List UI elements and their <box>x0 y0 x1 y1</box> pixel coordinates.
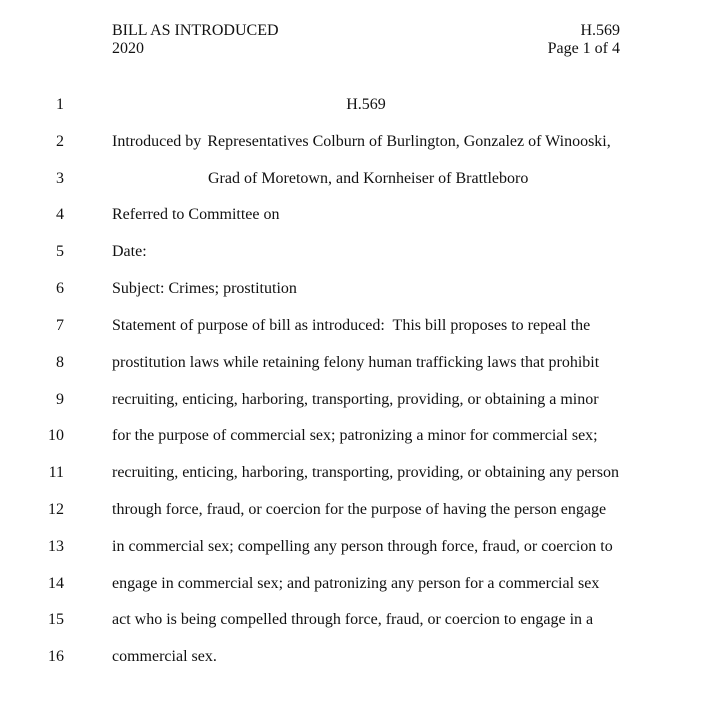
subject-line: Subject: Crimes; prostitution <box>112 280 297 297</box>
line-number: 10 <box>48 427 64 444</box>
document-line <box>0 241 722 263</box>
bill-number: H.569 <box>580 22 620 39</box>
statement-text: Statement of purpose of bill as introduced: This bill proposes to repeal the <box>112 317 591 334</box>
document-line <box>0 168 722 190</box>
statement-text: engage in commercial sex; and patronizing any person for a commercial sex <box>112 575 600 592</box>
line-number: 15 <box>48 611 64 628</box>
line-number: 9 <box>56 391 64 408</box>
document-line <box>0 131 722 153</box>
document-line <box>0 278 722 300</box>
document-line <box>0 646 722 668</box>
line-number: 5 <box>56 243 64 260</box>
line-number: 7 <box>56 317 64 334</box>
document-line <box>0 204 722 226</box>
document-line <box>0 609 722 631</box>
bill-title: H.569 <box>346 96 386 113</box>
statement-text: commercial sex. <box>112 648 217 665</box>
line-number: 8 <box>56 354 64 371</box>
document-line <box>0 352 722 374</box>
document-line <box>0 462 722 484</box>
statement-text: for the purpose of commercial sex; patronizing a minor for commercial sex; <box>112 427 598 444</box>
bill-status: BILL AS INTRODUCED <box>112 22 279 39</box>
line-number: 6 <box>56 280 64 297</box>
statement-text: act who is being compelled through force, fraud, or coercion to engage in a <box>112 611 594 628</box>
document-line <box>0 573 722 595</box>
document-line <box>0 536 722 558</box>
line-number: 1 <box>56 96 64 113</box>
date-line: Date: <box>112 243 147 260</box>
statement-text: prostitution laws while retaining felony human trafficking laws that prohibit <box>112 354 600 371</box>
document-line <box>0 94 722 116</box>
statement-text: through force, fraud, or coercion for the purpose of having the person engage <box>112 501 607 518</box>
introduced-by-label: Introduced by <box>112 133 202 150</box>
sponsors-line <box>112 131 611 153</box>
line-number: 14 <box>48 575 64 592</box>
line-number: 3 <box>56 170 64 187</box>
document-line <box>0 315 722 337</box>
sponsors-continued: Grad of Moretown, and Kornheiser of Brattleboro <box>208 170 529 187</box>
bill-year: 2020 <box>112 40 144 57</box>
statement-text: recruiting, enticing, harboring, transporting, providing, or obtaining any person <box>112 464 619 481</box>
statement-text: in commercial sex; compelling any person through force, fraud, or coercion to <box>112 538 613 555</box>
header-right <box>548 22 620 58</box>
document-line <box>0 425 722 447</box>
line-number: 4 <box>56 206 64 223</box>
statement-text: recruiting, enticing, harboring, transporting, providing, or obtaining a minor <box>112 391 599 408</box>
line-number: 2 <box>56 133 64 150</box>
header-left <box>112 22 279 58</box>
line-number: 13 <box>48 538 64 555</box>
line-number: 11 <box>48 464 64 481</box>
document-line <box>0 499 722 521</box>
line-number: 16 <box>48 648 64 665</box>
document-line <box>0 389 722 411</box>
line-number: 12 <box>48 501 64 518</box>
page-number: Page 1 of 4 <box>547 40 620 57</box>
sponsors-text: Representatives Colburn of Burlington, Gonzalez of Winooski, <box>207 133 611 150</box>
committee-line: Referred to Committee on <box>112 206 280 223</box>
